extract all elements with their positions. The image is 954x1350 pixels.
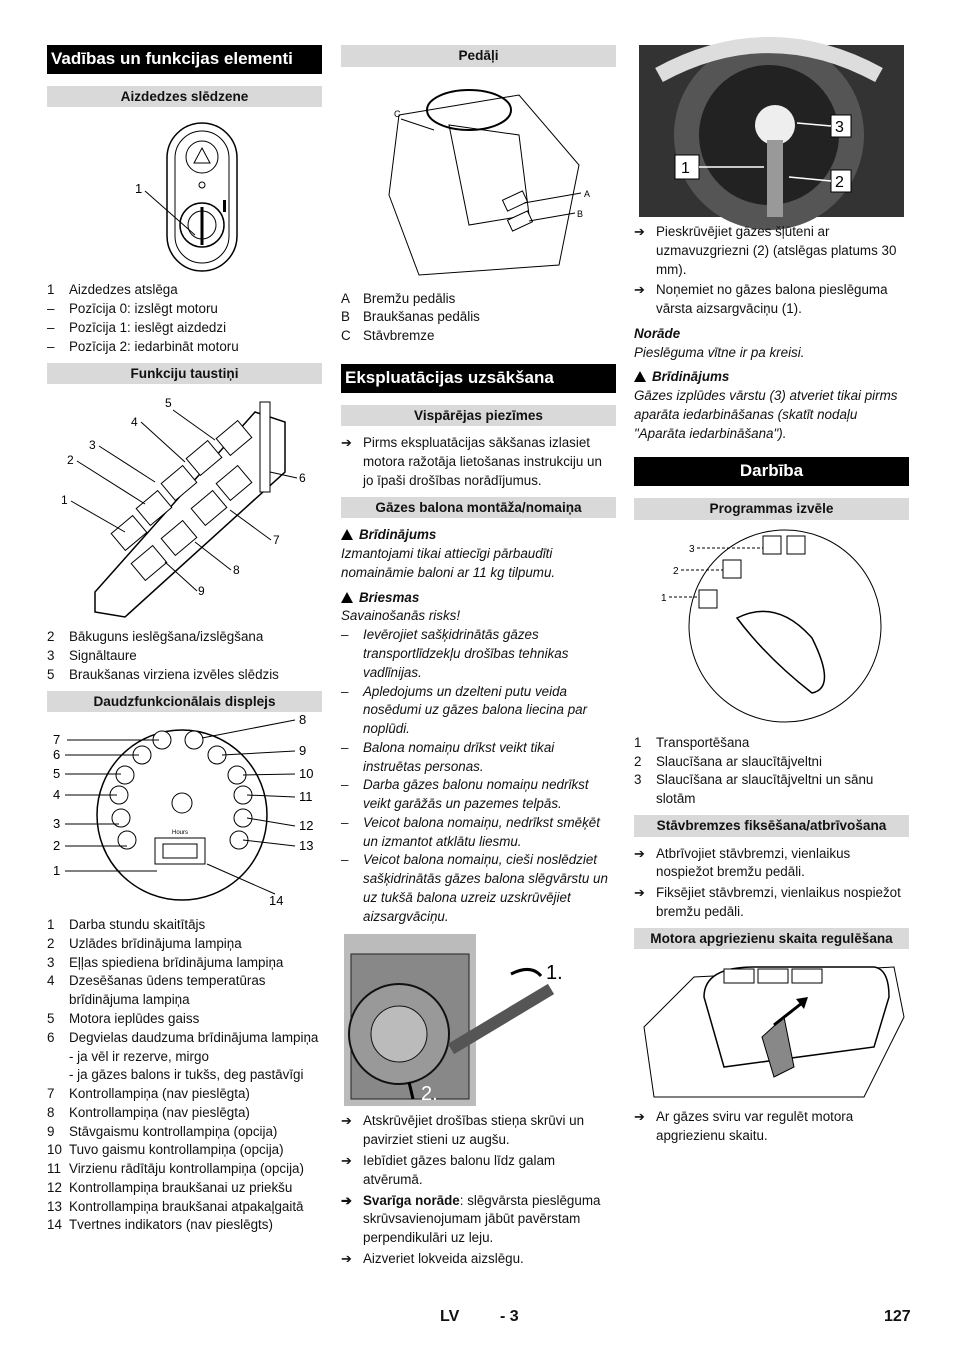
list-item: 3 Slaucīšana ar slaucītājveltni un sānu slotām — [634, 772, 874, 807]
list-item: 10 Tuvo gaismu kontrollampiņa (opcija) — [47, 1142, 284, 1158]
list-item: 9 Stāvgaismu kontrollampiņa (opcija) — [47, 1123, 278, 1139]
list-item: 1 Aizdedzes atslēga — [47, 282, 178, 298]
arrow-icon: ➔ — [634, 1109, 645, 1125]
disp-callout-6: 6 — [53, 747, 61, 763]
heading-function-keys: Funkciju taustiņi — [47, 363, 322, 385]
note-text: Pieslēguma vītne ir pa kreisi. — [634, 344, 805, 360]
heading-pedals: Pedāļi — [341, 45, 616, 67]
display-legend — [47, 916, 322, 1235]
disp-callout-3: 3 — [53, 816, 61, 832]
list-item: 11 Virzienu rādītāju kontrollampiņa (opcija) — [47, 1161, 304, 1177]
danger-list — [341, 626, 616, 926]
list-item: – Pozīcija 1: ieslēgt aizdedzi — [47, 320, 227, 335]
pedal-callout-a: A — [583, 188, 590, 199]
disp-callout-12: 12 — [299, 818, 314, 834]
throttle-lever-figure — [634, 957, 909, 1102]
list-item: – Ievērojiet sašķidrinātās gāzes transportlīdzekļu drošības tehnikas vadlīnijas. — [341, 627, 569, 680]
instruction-step: ➔ Fiksējiet stāvbremzi, vienlaikus nospiežot bremžu pedāli. — [634, 884, 909, 922]
instruction-step: ➔ Atskrūvējiet drošības stieņa skrūvi un pavirziet stieni uz augšu. — [341, 1112, 616, 1150]
list-item: - ja vēl ir rezerve, mirgo — [69, 1048, 209, 1064]
arrow-icon: ➔ — [634, 885, 645, 901]
arrow-icon: ➔ — [634, 845, 645, 861]
column-1 — [47, 45, 322, 1235]
gas-bottle-photo — [341, 934, 616, 1106]
fk-callout-4: 4 — [130, 415, 138, 430]
instruction-step: ➔ Pirms ekspluatācijas sākšanas izlasiet motora ražotāja lietošanas instrukciju un jo īpaši drošības norādījumus. — [341, 434, 616, 490]
arrow-icon: ➔ — [341, 1153, 352, 1169]
fk-callout-3: 3 — [88, 438, 96, 453]
warning-heading: Brīdinājums — [634, 368, 909, 387]
section-title-startup: Ekspluatācijas uzsākšana — [341, 364, 616, 393]
list-item: 2 Slaucīšana ar slaucītājveltni — [634, 753, 822, 769]
list-item: – Pozīcija 0: izslēgt motoru — [47, 301, 218, 317]
heading-gas: Gāzes balona montāža/nomaiņa — [341, 497, 616, 519]
function-keys-figure — [55, 392, 315, 622]
valve-callout-1: 1 — [681, 160, 690, 177]
fk-callout-2: 2 — [66, 453, 74, 468]
list-item: - ja gāzes balons ir tukšs, deg pastāvīgi — [69, 1067, 304, 1083]
column-3 — [634, 45, 909, 1148]
list-item: 3 Eļļas spiediena brīdinājuma lampiņa — [47, 954, 284, 970]
fk-callout-1: 1 — [60, 493, 68, 508]
arrow-icon: ➔ — [634, 282, 645, 298]
disp-callout-8: 8 — [299, 712, 307, 728]
footer-page-number: 127 — [884, 1308, 911, 1325]
heading-parking-brake: Stāvbremzes fiksēšana/atbrīvošana — [634, 815, 909, 837]
gas-valve-photo — [639, 45, 904, 217]
display-figure — [47, 712, 322, 910]
list-item: – Veicot balona nomaiņu, cieši noslēdziet sašķidrinātās gāzes balona slēgvārstu un uz tukšā balona uzreiz uzskrūvējiet aizsargvāciņu. — [341, 852, 608, 924]
list-item: A Bremžu pedālis — [341, 290, 456, 306]
list-item: 1 Transportēšana — [634, 734, 750, 750]
list-item: – Balona nomaiņu drīkst veikt tikai instruētas personas. — [341, 739, 555, 774]
warning-text: Izmantojami tikai attiecīgi pārbaudīti nomaināmie baloni ar 11 kg tilpumu. — [341, 546, 556, 580]
list-item: – Apledojums un dzelteni putu veida nosēdumi uz gāzes balona liecina par noplūdi. — [341, 683, 588, 737]
list-item: C Stāvbremze — [341, 328, 435, 344]
prog-callout-1: 1 — [660, 592, 667, 604]
list-item: 6 Degvielas daudzuma brīdinājuma lampiņa — [47, 1029, 319, 1045]
arrow-icon: ➔ — [341, 1192, 352, 1208]
section-title-controls: Vadības un funkcijas elementi — [47, 45, 322, 74]
instruction-step: ➔ Pieskrūvējiet gāzes šļūteni ar uzmavuzgriezni (2) (atslēgas platums 30 mm). — [634, 223, 909, 279]
fk-callout-7: 7 — [272, 533, 280, 548]
program-selector-figure — [637, 528, 907, 728]
instruction-step: ➔ Atbrīvojiet stāvbremzi, vienlaikus nospiežot bremžu pedāli. — [634, 845, 909, 883]
danger-text: Savainošanās risks! — [341, 608, 461, 624]
list-item: 2 Bākuguns ieslēgšana/izslēgšana — [47, 629, 264, 645]
function-keys-legend — [47, 628, 322, 684]
footer-language: LV — [440, 1308, 460, 1325]
disp-callout-7: 7 — [53, 732, 61, 748]
list-item: 2 Uzlādes brīdinājuma lampiņa — [47, 935, 242, 951]
list-item: 12 Kontrollampiņa braukšanai uz priekšu — [47, 1179, 293, 1195]
warning-triangle-icon — [341, 529, 353, 540]
ignition-lock-figure — [95, 115, 275, 275]
list-item: 8 Kontrollampiņa (nav pieslēgta) — [47, 1104, 250, 1120]
hours-label: Hours — [172, 830, 189, 837]
ignition-callout: 1 — [134, 181, 142, 197]
disp-callout-2: 2 — [53, 838, 61, 854]
valve-callout-2: 2 — [835, 174, 844, 191]
pedal-callout-b: B — [576, 208, 583, 219]
pedals-legend — [341, 290, 616, 346]
photo-callout-1: 1. — [546, 962, 563, 985]
list-item: 4 Dzesēšanas ūdens temperatūras brīdinājuma lampiņa — [47, 973, 266, 1008]
fk-callout-5: 5 — [164, 396, 172, 411]
heading-program: Programmas izvēle — [634, 498, 909, 520]
list-item: 7 Kontrollampiņa (nav pieslēgta) — [47, 1086, 250, 1102]
list-item: 13 Kontrollampiņa braukšanai atpakaļgaitā — [47, 1198, 304, 1214]
heading-general: Vispārējas piezīmes — [341, 405, 616, 427]
instruction-step: ➔ Svarīga norāde: slēgvārsta pieslēguma skrūvsavienojumam jābūt pavērstam perpendikulāri uz leju. — [341, 1192, 616, 1248]
list-item: 5 Motora ieplūdes gaiss — [47, 1011, 200, 1026]
warning-triangle-icon — [341, 592, 353, 603]
section-title-operation: Darbība — [634, 457, 909, 486]
instruction-step: ➔ Ar gāzes sviru var regulēt motora apgriezienu skaitu. — [634, 1108, 909, 1146]
arrow-icon: ➔ — [341, 1250, 352, 1266]
heading-ignition: Aizdedzes slēdzene — [47, 86, 322, 108]
disp-callout-5: 5 — [53, 766, 61, 782]
disp-callout-10: 10 — [299, 766, 314, 782]
heading-display: Daudzfunkcionālais displejs — [47, 691, 322, 713]
program-legend — [634, 734, 909, 809]
arrow-icon: ➔ — [341, 435, 352, 451]
fk-callout-9: 9 — [197, 584, 205, 599]
column-2 — [341, 45, 616, 1271]
list-item: – Pozīcija 2: iedarbināt motoru — [47, 338, 239, 354]
prog-callout-3: 3 — [688, 543, 695, 555]
list-item: – Darba gāzes balonu nomaiņu nedrīkst veikt garāžās un pazemes telpās. — [341, 777, 589, 812]
instruction-step: ➔ Iebīdiet gāzes balonu līdz galam atvērumā. — [341, 1152, 616, 1190]
disp-callout-1: 1 — [53, 863, 61, 879]
instruction-step: ➔ Noņemiet no gāzes balona pieslēguma vārsta aizsargvāciņu (1). — [634, 281, 909, 319]
list-item: 1 Darba stundu skaitītājs — [47, 917, 206, 933]
footer-page-ref: - 3 — [500, 1308, 519, 1325]
arrow-icon: ➔ — [341, 1113, 352, 1129]
fk-callout-8: 8 — [232, 563, 240, 578]
prog-callout-2: 2 — [672, 565, 679, 577]
disp-callout-13: 13 — [299, 838, 314, 854]
warning-text: Gāzes izplūdes vārstu (3) atveriet tikai pirms aparāta iedarbināšanas (skatīt nodaļu "Aparāta iedarbināšana"). — [634, 388, 898, 441]
list-item: B Braukšanas pedālis — [341, 309, 480, 325]
disp-callout-14: 14 — [269, 893, 284, 909]
list-item: 5 Braukšanas virziena izvēles slēdzis — [47, 666, 279, 682]
disp-callout-4: 4 — [53, 787, 61, 803]
valve-callout-3: 3 — [835, 119, 844, 136]
pedal-callout-c: C — [393, 108, 400, 119]
list-item: 14 Tvertnes indikators (nav pieslēgts) — [47, 1217, 273, 1233]
warning-heading: Brīdinājums — [341, 526, 616, 545]
disp-callout-9: 9 — [299, 743, 307, 759]
warning-triangle-icon — [634, 371, 646, 382]
heading-rpm: Motora apgriezienu skaita regulēšana — [634, 928, 909, 950]
danger-heading: Briesmas — [341, 589, 616, 608]
ignition-legend — [47, 281, 322, 356]
disp-callout-11: 11 — [299, 789, 313, 805]
arrow-icon: ➔ — [634, 224, 645, 239]
list-item: 3 Signāltaure — [47, 647, 137, 663]
fk-callout-6: 6 — [298, 471, 306, 486]
pedals-figure — [359, 75, 599, 280]
instruction-step: ➔ Aizveriet lokveida aizslēgu. — [341, 1250, 616, 1269]
list-item: – Veicot balona nomaiņu, nedrīkst smēķēt un izmantot atklātu liesmu. — [341, 814, 600, 849]
photo-callout-2: 2. — [421, 1083, 438, 1106]
note-heading: Norāde — [634, 325, 681, 341]
